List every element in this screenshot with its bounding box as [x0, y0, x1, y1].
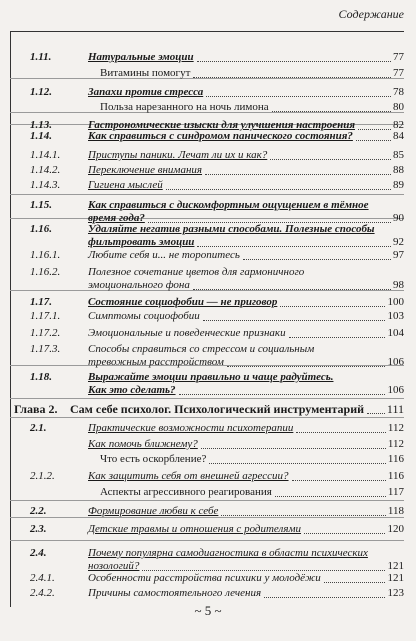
toc-entry-title: Витамины помогут — [100, 67, 191, 79]
section-separator — [10, 500, 404, 501]
toc-entry-title: Причины самостоятельного лечения — [88, 587, 262, 599]
section-separator — [10, 417, 404, 418]
toc-entry-page: 120 — [387, 523, 404, 535]
toc-entry-title: Удаляйте негатив разными способами. Полезные способы — [88, 223, 375, 235]
leader-dots — [179, 394, 386, 395]
toc-entry-number: 1.14. — [30, 130, 52, 142]
toc-entry-page: 77 — [393, 51, 404, 63]
toc-entry-number: 1.18. — [30, 371, 52, 383]
section-separator — [10, 290, 404, 291]
toc-entry-title: Почему популярна самодиагностика в области психических — [88, 547, 368, 559]
leader-dots — [272, 111, 391, 112]
toc-entry-title: Что есть оскорбление? — [100, 453, 207, 465]
section-separator — [10, 540, 404, 541]
leader-dots — [197, 61, 391, 62]
leader-dots — [201, 448, 386, 449]
toc-entry-title: Сам себе психолог. Психологический инструментарий — [70, 402, 365, 416]
leader-dots — [264, 597, 385, 598]
page-number: ~ 5 ~ — [194, 603, 222, 618]
toc-entry-page: 85 — [393, 149, 404, 161]
toc-entry-title: Как справиться с дискомфортным ощущением в тёмное — [88, 199, 369, 211]
toc-entry-page: 77 — [393, 67, 404, 79]
toc-entry-title-continued: эмоционального фона — [88, 279, 190, 291]
toc-entry-number: 2.2. — [30, 505, 47, 517]
toc-entry-title: Запахи против стресса — [88, 86, 204, 98]
leader-dots — [296, 432, 386, 433]
leader-dots — [243, 259, 391, 260]
toc-entry-title: Приступы паники. Лечат ли их и как? — [88, 149, 268, 161]
toc-entry-title: Гастрономические изыски для улучшения настроения — [88, 119, 356, 131]
toc-entry-title: Состояние социофобии — не приговор — [88, 296, 278, 308]
toc-entry-number: 1.11. — [30, 51, 52, 63]
toc-entry-number: 1.16.1. — [30, 249, 61, 261]
leader-dots — [292, 480, 386, 481]
leader-dots — [205, 174, 391, 175]
toc-entry-number: 2.1.2. — [30, 470, 55, 482]
leader-dots — [367, 413, 385, 414]
toc-entry-page: 92 — [393, 236, 404, 248]
toc-entry-page: 100 — [387, 296, 404, 308]
toc-entry-number: 1.14.1. — [30, 149, 61, 161]
toc-entry-page: 82 — [393, 119, 404, 131]
toc-entry-page: 121 — [387, 572, 404, 584]
toc-entry-page: 90 — [393, 212, 404, 224]
leader-dots — [221, 515, 386, 516]
leader-dots — [289, 337, 386, 338]
toc-entry-title-continued: фильтровать эмоции — [88, 236, 195, 248]
toc-entry-title: Аспекты агрессивного реагирования — [100, 486, 272, 498]
toc-entry-page: 111 — [386, 402, 404, 416]
toc-entry-title-continued: время года? — [88, 212, 145, 224]
toc-entry-title: Как справиться с синдромом панического состояния? — [88, 130, 353, 142]
toc-entry-number: 2.4.1. — [30, 572, 55, 584]
leader-dots — [270, 159, 391, 160]
leader-dots — [280, 306, 385, 307]
toc-entry-title: Практические возможности психотерапии — [88, 422, 294, 434]
toc-entry-title: Как помочь ближнему? — [88, 438, 198, 450]
leader-dots — [358, 129, 391, 130]
leader-dots — [197, 246, 391, 247]
leader-dots — [324, 582, 386, 583]
toc-entry-title: Польза нарезанного на ночь лимона — [100, 101, 269, 113]
leader-dots — [142, 570, 385, 571]
toc-entry-page: 112 — [387, 422, 404, 434]
toc-entry-title: Детские травмы и отношения с родителями — [88, 523, 301, 535]
toc-entry-number: 1.17.2. — [30, 327, 61, 339]
toc-entry-number: 2.4. — [30, 547, 47, 559]
toc-entry-number: 1.17. — [30, 296, 52, 308]
leader-dots — [356, 140, 391, 141]
leader-dots — [275, 496, 386, 497]
toc-entry-title: Гигиена мыслей — [88, 179, 163, 191]
toc-entry-number: 2.1. — [30, 422, 47, 434]
toc-entry-title: Особенности расстройства психики у молодёжи — [88, 572, 321, 584]
toc-entry-page: 116 — [387, 453, 404, 465]
toc-entry-page: 106 — [387, 384, 404, 396]
toc-entry-page: 98 — [393, 279, 404, 291]
toc-entry-page: 78 — [393, 86, 404, 98]
toc-entry-number: 1.17.1. — [30, 310, 61, 322]
toc-entry-number: 2.3. — [30, 523, 47, 535]
running-header: Содержание — [338, 7, 404, 21]
section-separator — [10, 194, 404, 195]
leader-dots — [193, 77, 391, 78]
toc-entry-title: Полезное сочетание цветов для гармоничного — [88, 266, 305, 278]
section-separator — [10, 78, 404, 79]
toc-entry-title: Натуральные эмоции — [88, 51, 194, 63]
toc-entry-title-continued: Как это сделать? — [88, 384, 176, 396]
toc-entry-title: Эмоциональные и поведенческие признаки — [88, 327, 286, 339]
leader-dots — [166, 189, 391, 190]
toc-entry-title-continued: тревожным расстройством — [88, 356, 224, 368]
toc-entry-page: 88 — [393, 164, 404, 176]
leader-dots — [193, 289, 391, 290]
toc-entry-number: 1.14.3. — [30, 179, 61, 191]
toc-entry-page: 121 — [387, 560, 404, 572]
toc-entry-number: 1.16.2. — [30, 266, 61, 278]
leader-dots — [227, 366, 386, 367]
toc-entry-page: 103 — [387, 310, 404, 322]
toc-entry-page: 117 — [387, 486, 404, 498]
section-separator — [10, 398, 404, 399]
toc-entry-page: 97 — [393, 249, 404, 261]
toc-entry-page: 106 — [387, 356, 404, 368]
toc-entry-title: Как защитить себя от внешней агрессии? — [88, 470, 289, 482]
toc-entry-title: Способы справиться со стрессом и социальным — [88, 343, 315, 355]
toc-entry-page: 116 — [387, 470, 404, 482]
toc-entry-title: Выражайте эмоции правильно и чаще радуйтесь. — [88, 371, 334, 383]
toc-entry-number: Глава 2. — [14, 402, 58, 416]
toc-entry-number: 1.12. — [30, 86, 52, 98]
leader-dots — [209, 463, 386, 464]
toc-entry-page: 123 — [387, 587, 404, 599]
toc-entry-title: Переключение внимания — [88, 164, 203, 176]
toc-entry-number: 1.17.3. — [30, 343, 61, 355]
leader-dots — [203, 320, 386, 321]
toc-entry-title: Симптомы социофобии — [88, 310, 200, 322]
toc-entry-number: 1.15. — [30, 199, 52, 211]
toc-entry-title-continued: нозологий? — [88, 560, 140, 572]
toc-entry-page: 104 — [387, 327, 404, 339]
section-separator — [10, 218, 404, 219]
toc-entry-page: 84 — [393, 130, 404, 142]
toc-entry-number: 1.16. — [30, 223, 52, 235]
toc-entry-number: 2.4.2. — [30, 587, 55, 599]
toc-entry-title: Любите себя и... не торопитесь — [88, 249, 240, 261]
toc-entry-number: 1.14.2. — [30, 164, 61, 176]
toc-entry-page: 112 — [387, 438, 404, 450]
toc-entry-title: Формирование любви к себе — [88, 505, 219, 517]
toc-entry-page: 89 — [393, 179, 404, 191]
toc-entry-page: 118 — [387, 505, 404, 517]
toc-entry-number: 1.13. — [30, 119, 52, 131]
leader-dots — [206, 96, 391, 97]
toc-entry-page: 80 — [393, 101, 404, 113]
leader-dots — [304, 533, 386, 534]
